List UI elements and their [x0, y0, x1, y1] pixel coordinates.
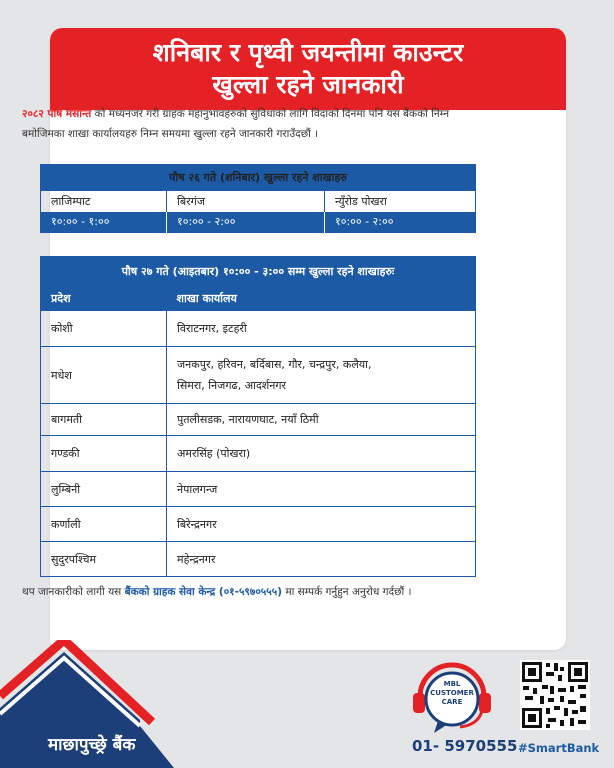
office-line: महेन्द्रनगर: [177, 552, 216, 566]
branch-time: १०:०० - २:००: [167, 212, 325, 233]
title-line-1: शनिबार र पृथ्वी जयन्तीमा काउन्टर: [152, 38, 464, 67]
saturday-branch-times-row: [41, 212, 476, 233]
footnote-before: थप जानकारीको लागी यस: [22, 586, 125, 598]
hashtag: #SmartBank: [518, 741, 600, 755]
office-cell: [167, 542, 476, 577]
sunday-branches-table: [40, 256, 476, 577]
table-row: [41, 507, 476, 542]
office-cell: [167, 436, 476, 472]
footnote: [22, 584, 502, 600]
table-row: [41, 404, 476, 436]
office-line: सिमरा, निजगढ, आदर्शनगर: [177, 379, 287, 392]
table-row: [41, 347, 476, 404]
customer-care-label: MBL CUSTOMER CARE: [430, 680, 474, 706]
table-row: [41, 311, 476, 347]
bank-logo-text: माछापुच्छ्रे बैंक: [48, 735, 136, 755]
office-line: जनकपुर, हरिवन, बर्दिबास, गौर, चन्द्रपुर, कलैया,: [177, 358, 372, 371]
phone-number: 01- 5970555: [412, 737, 518, 755]
title-banner: [50, 28, 566, 110]
province-cell: गण्डकी: [41, 436, 167, 472]
title-line-2: खुल्ला रहने जानकारी: [212, 70, 404, 99]
saturday-table-header-row: [41, 165, 476, 191]
branch-time: १०:०० - २:००: [325, 212, 476, 233]
province-cell: सुदुरपश्चिम: [41, 542, 167, 577]
intro-highlight: २०८२ पौष मसान्त: [22, 108, 92, 120]
table-row: [41, 472, 476, 507]
sunday-table-heading: पौष २७ गते (आइतबार) १०:०० - ३:०० सम्म खुल्ला रहने शाखाहरुः: [121, 265, 395, 279]
saturday-table-heading: पौष २६ गते (शनिबार) खुल्ला रहने शाखाहरु: [169, 171, 347, 185]
branch-name: लाजिम्पाट: [41, 191, 167, 212]
branch-time: १०:०० - १:००: [41, 212, 167, 233]
branch-name: न्युँरोड पोखरा: [335, 194, 387, 208]
column-header-province: प्रदेश: [41, 287, 167, 311]
sunday-table-header-row: [41, 257, 476, 287]
province-cell: बागमती: [41, 404, 167, 436]
office-cell: [167, 347, 476, 404]
sunday-table-column-headers: [41, 287, 476, 311]
footnote-highlight: बैंकको ग्राहक सेवा केन्द्र (०१-५९७०५५५): [124, 586, 282, 598]
footnote-after: मा सम्पर्क गर्नुहुन अनुरोध गर्दछौं ।: [282, 586, 412, 598]
office-cell: [167, 472, 476, 507]
table-row: [41, 436, 476, 472]
intro-paragraph: [22, 104, 494, 144]
qr-code[interactable]: [520, 660, 590, 730]
column-header-office: शाखा कार्यालय: [167, 287, 476, 311]
office-line: बिरेन्द्रनगर: [177, 517, 217, 531]
saturday-branches-table: [40, 164, 476, 233]
saturday-branch-names-row: [41, 191, 476, 212]
branch-name: बिरगंज: [167, 191, 325, 212]
province-cell: कर्णाली: [41, 507, 167, 542]
intro-text: को मध्यनजर गरी ग्राहक महानुभावहरुको सुविधाको लागि विदाको दिनमा पनि यस बैंकको निम्न बमोजिमका शाखा कार्यालयहरु निम्न समयमा खुल्ला रहने जानकारी गराउँदछौं ।: [22, 108, 450, 140]
office-cell: [167, 404, 476, 436]
office-line: नेपालगन्ज: [177, 482, 218, 496]
office-line: विराटनगर, इटहरी: [177, 322, 247, 335]
table-row: [41, 542, 476, 577]
office-cell: [167, 311, 476, 347]
province-cell: कोशी: [41, 311, 167, 347]
province-cell: मधेश: [41, 347, 167, 404]
office-cell: [167, 507, 476, 542]
office-line: अमरसिंह (पोखरा): [177, 447, 251, 460]
province-cell: लुम्बिनी: [41, 472, 167, 507]
office-line: पुतलीसडक, नारायणघाट, नयाँ ठिमी: [177, 413, 319, 426]
